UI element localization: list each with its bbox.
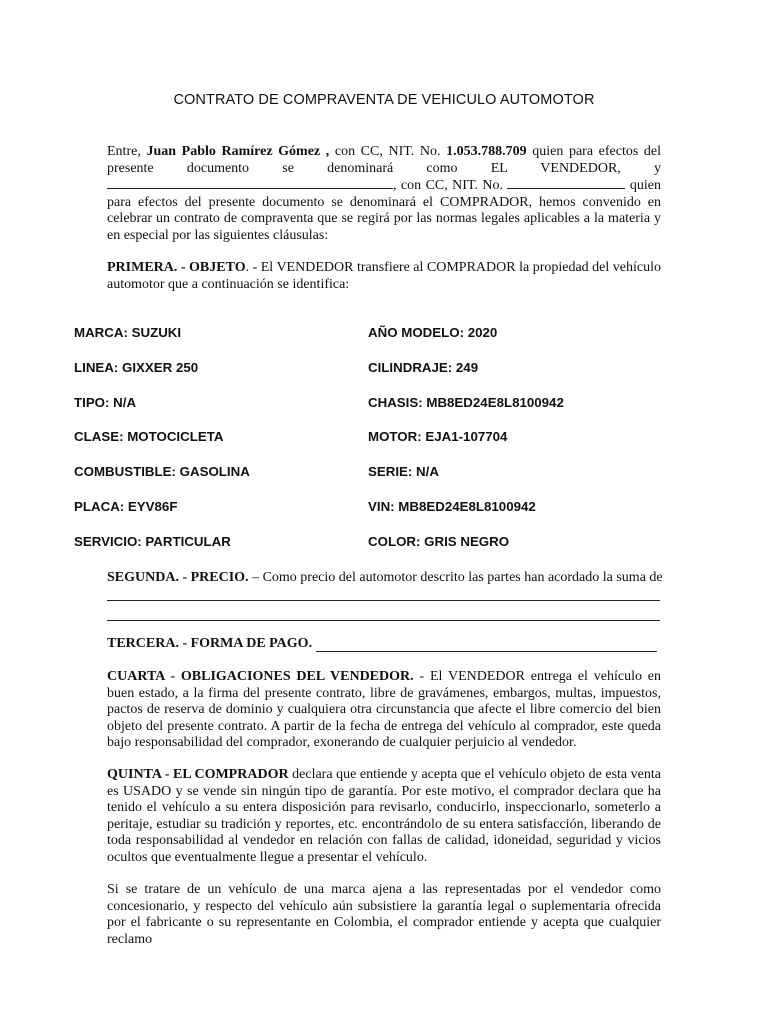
clause-tercera-heading: TERCERA. - FORMA DE PAGO. (107, 636, 313, 651)
clause-primera-text: . - El VENDEDOR transfiere al COMPRADOR la propiedad del vehículo automotor que a continuación se identifica: (107, 260, 661, 292)
intro-paragraph (107, 144, 661, 245)
buyer-id-blank (507, 177, 625, 189)
clause-primera-heading: PRIMERA. - OBJETO (107, 260, 246, 275)
clause-quinta-heading: QUINTA - EL COMPRADOR (107, 767, 289, 782)
intro-text-3: quien para efectos del presente documento se denominará como EL VENDEDOR, y (107, 144, 662, 176)
vehicle-field-color: COLOR: GRIS NEGRO (368, 533, 510, 549)
seller-id: 1.053.788.709 (446, 144, 527, 159)
clause-segunda-text: – Como precio del automotor descrito las partes han acordado la suma de (248, 570, 663, 585)
document-title: CONTRATO DE COMPRAVENTA DE VEHICULO AUTOMOTOR (173, 92, 595, 108)
payment-blank-line (316, 651, 657, 652)
price-blank-line-1 (107, 600, 660, 601)
vehicle-field-placa: PLACA: EYV86F (74, 498, 178, 514)
vehicle-field-motor: MOTOR: EJA1-107704 (368, 429, 508, 445)
clause-segunda (107, 570, 667, 587)
vehicle-row (74, 360, 674, 395)
vehicle-field-combustible: COMBUSTIBLE: GASOLINA (74, 464, 250, 480)
price-blank-line-2 (107, 620, 660, 621)
clause-cuarta-text: - El VENDEDOR entrega el vehículo en buen estado, a la firma del presente contrato, libre de gravámenes, embargos, multas, impuestos, pactos de reserva de dominio y cualquiera otra circunstancia que afecte el libre comercio del bien objeto del presente contrato. A partir de la fecha de entrega del vehículo al comprador, este queda bajo responsabilidad del comprador, exonerando de cualquier perjuicio al vendedor. (107, 669, 661, 751)
vehicle-row (74, 429, 674, 464)
vehicle-row (74, 325, 674, 360)
clause-segunda-heading: SEGUNDA. - PRECIO. (107, 570, 249, 585)
clause-cuarta-heading: CUARTA - OBLIGACIONES DEL VENDEDOR. (107, 669, 414, 684)
clause-primera (107, 260, 661, 293)
seller-name: Juan Pablo Ramírez Gómez , (146, 144, 330, 159)
warranty-paragraph (107, 882, 661, 948)
clause-quinta-text: declara que entiende y acepta que el vehículo objeto de esta venta es USADO y se vende sin ningún tipo de garantía. Por este motivo, el comprador declara que ha tenido el vehículo a su entera disposición para revisarlo, conducirlo, inspeccionarlo, someterlo a peritaje, estudiar su tradición y reportes, etc. encontrándolo de su entera satisfacción, liberando de toda responsabilidad al vendedor en relación con fallas de calidad, idoneidad, seguridad y vicios ocultos que eventualmente llegue a presentar el vehículo. (107, 767, 662, 865)
vehicle-row (74, 534, 674, 569)
vehicle-field-marca: MARCA: SUZUKI (74, 325, 182, 340)
vehicle-field-modelo: AÑO MODELO: 2020 (368, 325, 498, 340)
intro-text-5: quien para efectos del presente documento se denominará el COMPRADOR, hemos convenido en celebrar un contrato de compraventa que se regirá por las normas legales aplicables a la materia y en especial por las siguientes cláusulas: (107, 178, 661, 243)
vehicle-field-linea: LINEA: GIXXER 250 (74, 359, 199, 375)
warranty-text: Si se tratare de un vehículo de una marca ajena a las representadas por el vendedor como concesionario, y respecto del vehículo aún subsistiere la garantía legal o suplementaria ofrecida por el fabricante o su representante en Colombia, el comprador entiende y acepta que cualquier reclamo (107, 882, 661, 947)
intro-text-1: Entre, (107, 144, 141, 159)
vehicle-row (74, 499, 674, 534)
clause-cuarta (107, 669, 661, 752)
vehicle-field-clase: CLASE: MOTOCICLETA (74, 429, 224, 445)
vehicle-field-servicio: SERVICIO: PARTICULAR (74, 533, 231, 549)
vehicle-row (74, 464, 674, 499)
vehicle-fields (74, 325, 674, 569)
vehicle-field-vin: VIN: MB8ED24E8L8100942 (368, 498, 536, 514)
intro-text-2: con CC, NIT. No. (334, 144, 441, 159)
vehicle-row (74, 395, 674, 430)
buyer-name-blank (107, 177, 393, 189)
vehicle-field-chasis: CHASIS: MB8ED24E8L8100942 (368, 394, 564, 410)
vehicle-field-cilindraje: CILINDRAJE: 249 (368, 359, 479, 375)
clause-quinta (107, 767, 661, 867)
vehicle-field-serie: SERIE: N/A (368, 464, 439, 480)
vehicle-field-tipo: TIPO: N/A (74, 394, 137, 410)
intro-text-4: , con CC, NIT. No. (393, 178, 504, 194)
